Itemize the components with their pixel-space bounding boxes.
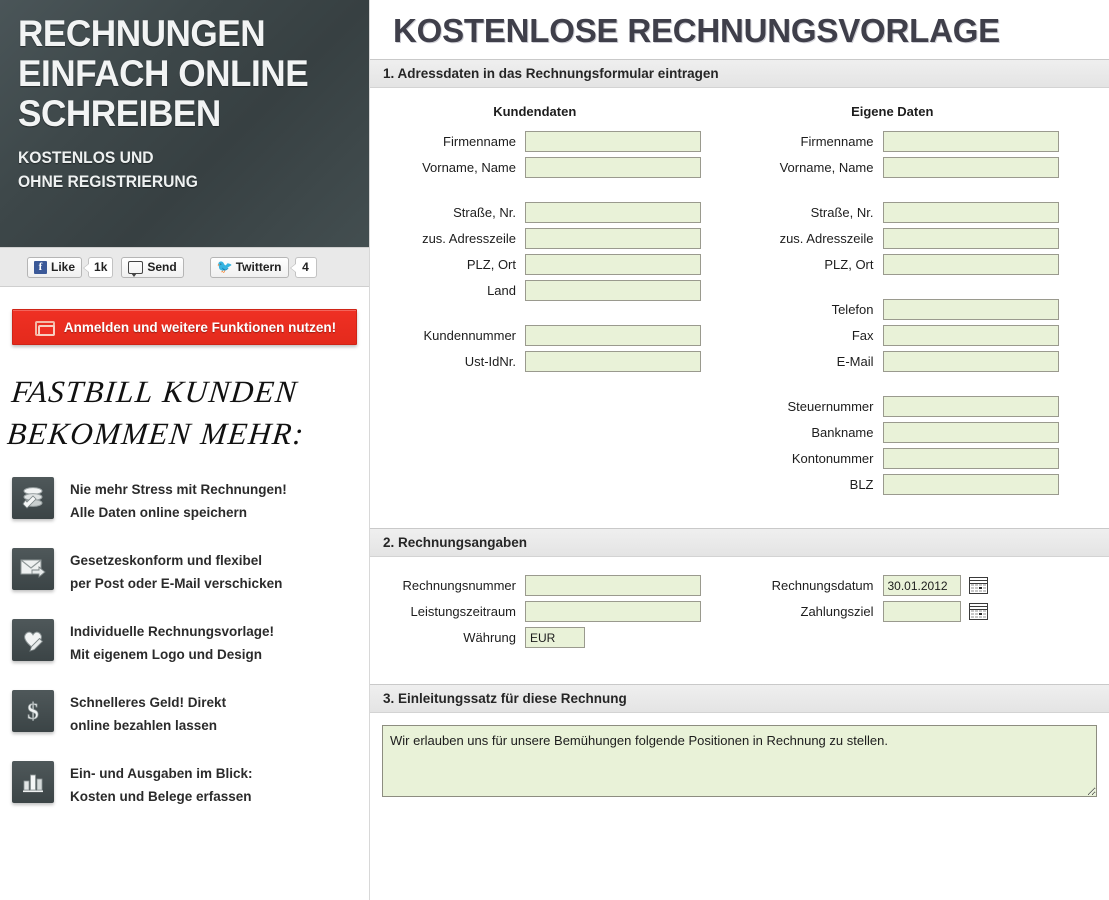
benefit-text [70, 619, 274, 666]
field-label: Straße, Nr. [810, 205, 874, 220]
twitter-share-count: 4 [295, 257, 317, 278]
own-fax-input[interactable] [883, 325, 1059, 346]
field-group-gap [382, 306, 740, 325]
cards-icon [33, 319, 55, 335]
signup-cta-label: Anmelden und weitere Funktionen nutzen! [63, 319, 337, 335]
field-label: Rechnungsdatum [771, 578, 874, 593]
twitter-bird-icon: 🐦 [216, 259, 233, 274]
calendar-cell [975, 584, 978, 586]
own-column [740, 104, 1098, 500]
facebook-icon: f [34, 261, 47, 274]
own-kontonummer-input[interactable] [883, 448, 1059, 469]
promo-hero-subline [18, 146, 341, 194]
own-telefon-input[interactable] [883, 299, 1059, 320]
calendar-cell [971, 584, 974, 586]
field-row-zahlungsziel [740, 601, 1098, 622]
field-row-ustidnr [382, 351, 740, 372]
field-row-bankname [740, 422, 1098, 443]
signup-cta-button[interactable] [12, 309, 357, 345]
own-blz-input[interactable] [883, 474, 1059, 495]
calendar-cell [983, 613, 986, 615]
customer-plzort-input[interactable] [525, 254, 701, 275]
cta-wrapper [0, 287, 369, 345]
field-group-gap [740, 280, 1098, 299]
field-row-telefon [740, 299, 1098, 320]
promo-hero-line2: EINFACH ONLINE [18, 53, 309, 94]
benefit-line2: Mit eigenem Logo und Design [70, 647, 262, 662]
leistungszeitraum-input[interactable] [525, 601, 701, 622]
calendar-cell [971, 590, 974, 592]
field-row-rechnungsnummer [382, 575, 740, 596]
field-label: BLZ [849, 477, 874, 492]
field-label: PLZ, Ort [824, 257, 874, 272]
benefit-item [12, 548, 369, 595]
svg-text:$: $ [27, 699, 39, 724]
section-1-header: 1. Adressdaten in das Rechnungsformular eintragen [370, 59, 1109, 88]
calendar-cell [975, 613, 978, 615]
benefit-line1: Gesetzeskonform und flexibel [70, 553, 263, 568]
field-group-gap [740, 183, 1098, 202]
benefit-line1: Ein- und Ausgaben im Blick: [70, 766, 253, 781]
field-label: PLZ, Ort [466, 257, 516, 272]
own-vorname-input[interactable] [883, 157, 1059, 178]
social-share-bar [0, 247, 369, 287]
twitter-share-button[interactable] [210, 257, 289, 278]
benefit-text [70, 690, 226, 737]
einleitungssatz-textarea[interactable] [382, 725, 1097, 797]
field-row-waehrung [382, 627, 740, 648]
field-label: Vorname, Name [422, 160, 516, 175]
field-group-gap [740, 377, 1098, 396]
field-label: E-Mail [836, 354, 874, 369]
field-label: Firmenname [443, 134, 516, 149]
field-label: zus. Adresszeile [779, 231, 874, 246]
calendar-icon[interactable] [969, 577, 988, 594]
field-label: Leistungszeitraum [410, 604, 516, 619]
field-row-adresszeile-customer [382, 228, 740, 249]
address-columns [382, 88, 1097, 500]
customer-kundennummer-input[interactable] [525, 325, 701, 346]
field-label: Kontonummer [791, 451, 874, 466]
benefit-line1: Nie mehr Stress mit Rechnungen! [70, 482, 287, 497]
calendar-cell [975, 616, 978, 618]
dollar-icon [12, 690, 54, 732]
benefit-text [70, 477, 287, 524]
calendar-icon[interactable] [969, 603, 988, 620]
calendar-cell [983, 587, 986, 589]
main-content [370, 0, 1109, 900]
field-row-fax [740, 325, 1098, 346]
field-row-adresszeile-own [740, 228, 1098, 249]
facebook-send-label: Send [147, 260, 177, 274]
customer-vorname-input[interactable] [525, 157, 701, 178]
calendar-cell [971, 587, 974, 589]
field-row-vorname-own [740, 157, 1098, 178]
calendar-cell [979, 616, 982, 618]
facebook-like-count: 1k [88, 257, 113, 278]
heart-pencil-icon [12, 619, 54, 661]
customer-column [382, 104, 740, 500]
customer-adresszeile-input[interactable] [525, 228, 701, 249]
benefit-item [12, 761, 369, 808]
field-row-plzort-own [740, 254, 1098, 275]
promo-hero-sub1: KOSTENLOS UND [18, 148, 154, 167]
calendar-cell-selected [979, 613, 982, 615]
handwritten-headline [5, 371, 369, 455]
facebook-send-button[interactable] [121, 257, 183, 278]
rechnungsnummer-input[interactable] [525, 575, 701, 596]
benefit-line1: Schnelleres Geld! Direkt [70, 695, 227, 710]
calendar-cell [975, 590, 978, 592]
field-row-leistungszeitraum [382, 601, 740, 622]
facebook-like-label: Like [51, 260, 76, 274]
field-row-kontonummer [740, 448, 1098, 469]
field-group-gap [382, 183, 740, 202]
section-3-header: 3. Einleitungssatz für diese Rechnung [370, 684, 1109, 713]
handwritten-line1: FASTBILL KUNDEN [10, 374, 300, 409]
benefits-list [12, 477, 369, 808]
own-bankname-input[interactable] [883, 422, 1059, 443]
calendar-cell-selected [979, 587, 982, 589]
benefit-text [70, 761, 253, 808]
benefit-line1: Individuelle Rechnungsvorlage! [70, 624, 275, 639]
section-3-body [370, 713, 1109, 802]
field-row-strasse-customer [382, 202, 740, 223]
calendar-grid [971, 584, 986, 592]
customer-column-heading: Kundendaten [493, 104, 577, 119]
field-row-blz [740, 474, 1098, 495]
calendar-grid [971, 610, 986, 618]
calendar-cell [971, 610, 974, 612]
own-adresszeile-input[interactable] [883, 228, 1059, 249]
field-label: Währung [463, 630, 516, 645]
field-label: Vorname, Name [779, 160, 874, 175]
benefit-line2: Kosten und Belege erfassen [70, 789, 252, 804]
field-row-steuernummer [740, 396, 1098, 417]
calendar-cell [979, 590, 982, 592]
calendar-cell [979, 584, 982, 586]
own-plzort-input[interactable] [883, 254, 1059, 275]
section-1-body [370, 88, 1109, 500]
calendar-cell [983, 616, 986, 618]
facebook-like-button[interactable] [27, 257, 82, 278]
promo-hero-headline [18, 14, 351, 134]
section-2-body [370, 557, 1109, 675]
field-row-firmenname-own [740, 131, 1098, 152]
bar-chart-icon [12, 761, 54, 803]
calendar-cell [983, 590, 986, 592]
field-label: Fax [851, 328, 874, 343]
benefit-item [12, 619, 369, 666]
calendar-cell [975, 610, 978, 612]
field-label: zus. Adresszeile [422, 231, 516, 246]
promo-hero-line1: RECHNUNGEN [18, 13, 266, 54]
benefit-item [12, 690, 369, 737]
field-label: Ust-IdNr. [464, 354, 516, 369]
database-check-icon [12, 477, 54, 519]
field-row-plzort-customer [382, 254, 740, 275]
field-row-email [740, 351, 1098, 372]
calendar-cell [975, 587, 978, 589]
customer-firmenname-input[interactable] [525, 131, 701, 152]
section-2-header: 2. Rechnungsangaben [370, 528, 1109, 557]
envelope-arrow-icon [12, 548, 54, 590]
field-label: Firmenname [800, 134, 874, 149]
zahlungsziel-input[interactable] [883, 601, 961, 622]
customer-ustidnr-input[interactable] [525, 351, 701, 372]
benefit-item [12, 477, 369, 524]
field-label: Kundennummer [423, 328, 516, 343]
twitter-label: Twittern [235, 260, 282, 274]
invoice-details-left [382, 575, 740, 653]
calendar-cell [979, 610, 982, 612]
calendar-cell [971, 616, 974, 618]
field-row-land-customer [382, 280, 740, 301]
own-firmenname-input[interactable] [883, 131, 1059, 152]
field-label: Land [487, 283, 516, 298]
own-steuernummer-input[interactable] [883, 396, 1059, 417]
field-label: Straße, Nr. [453, 205, 516, 220]
page-title: KOSTENLOSE RECHNUNGSVORLAGE [393, 12, 1000, 49]
own-column-heading: Eigene Daten [851, 104, 934, 119]
invoice-details-columns [382, 557, 1097, 675]
handwritten-line2: BEKOMMEN MEHR: [5, 416, 307, 451]
sidebar [0, 0, 370, 900]
field-row-firmenname-customer [382, 131, 740, 152]
field-label: Zahlungsziel [800, 604, 874, 619]
own-strasse-input[interactable] [883, 202, 1059, 223]
rechnungsdatum-input[interactable] [883, 575, 961, 596]
promo-hero-sub2: OHNE REGISTRIERUNG [18, 172, 198, 191]
field-label: Bankname [811, 425, 874, 440]
field-row-rechnungsdatum [740, 575, 1098, 596]
benefit-text [70, 548, 282, 595]
promo-hero-line3: SCHREIBEN [18, 93, 221, 134]
invoice-details-right [740, 575, 1098, 653]
benefit-line2: Alle Daten online speichern [70, 505, 248, 520]
field-row-strasse-own [740, 202, 1098, 223]
benefit-line2: online bezahlen lassen [70, 718, 218, 733]
field-label: Rechnungsnummer [402, 578, 516, 593]
speech-bubble-icon [128, 261, 143, 274]
customer-strasse-input[interactable] [525, 202, 701, 223]
calendar-cell [971, 613, 974, 615]
benefit-line2: per Post oder E-Mail verschicken [70, 576, 283, 591]
customer-land-input[interactable] [525, 280, 701, 301]
promo-hero [0, 0, 369, 247]
field-row-kundennummer [382, 325, 740, 346]
own-email-input[interactable] [883, 351, 1059, 372]
field-label: Telefon [831, 302, 874, 317]
calendar-cell [983, 610, 986, 612]
field-label: Steuernummer [787, 399, 874, 414]
waehrung-input[interactable] [525, 627, 585, 648]
calendar-cell [983, 584, 986, 586]
field-row-vorname-customer [382, 157, 740, 178]
